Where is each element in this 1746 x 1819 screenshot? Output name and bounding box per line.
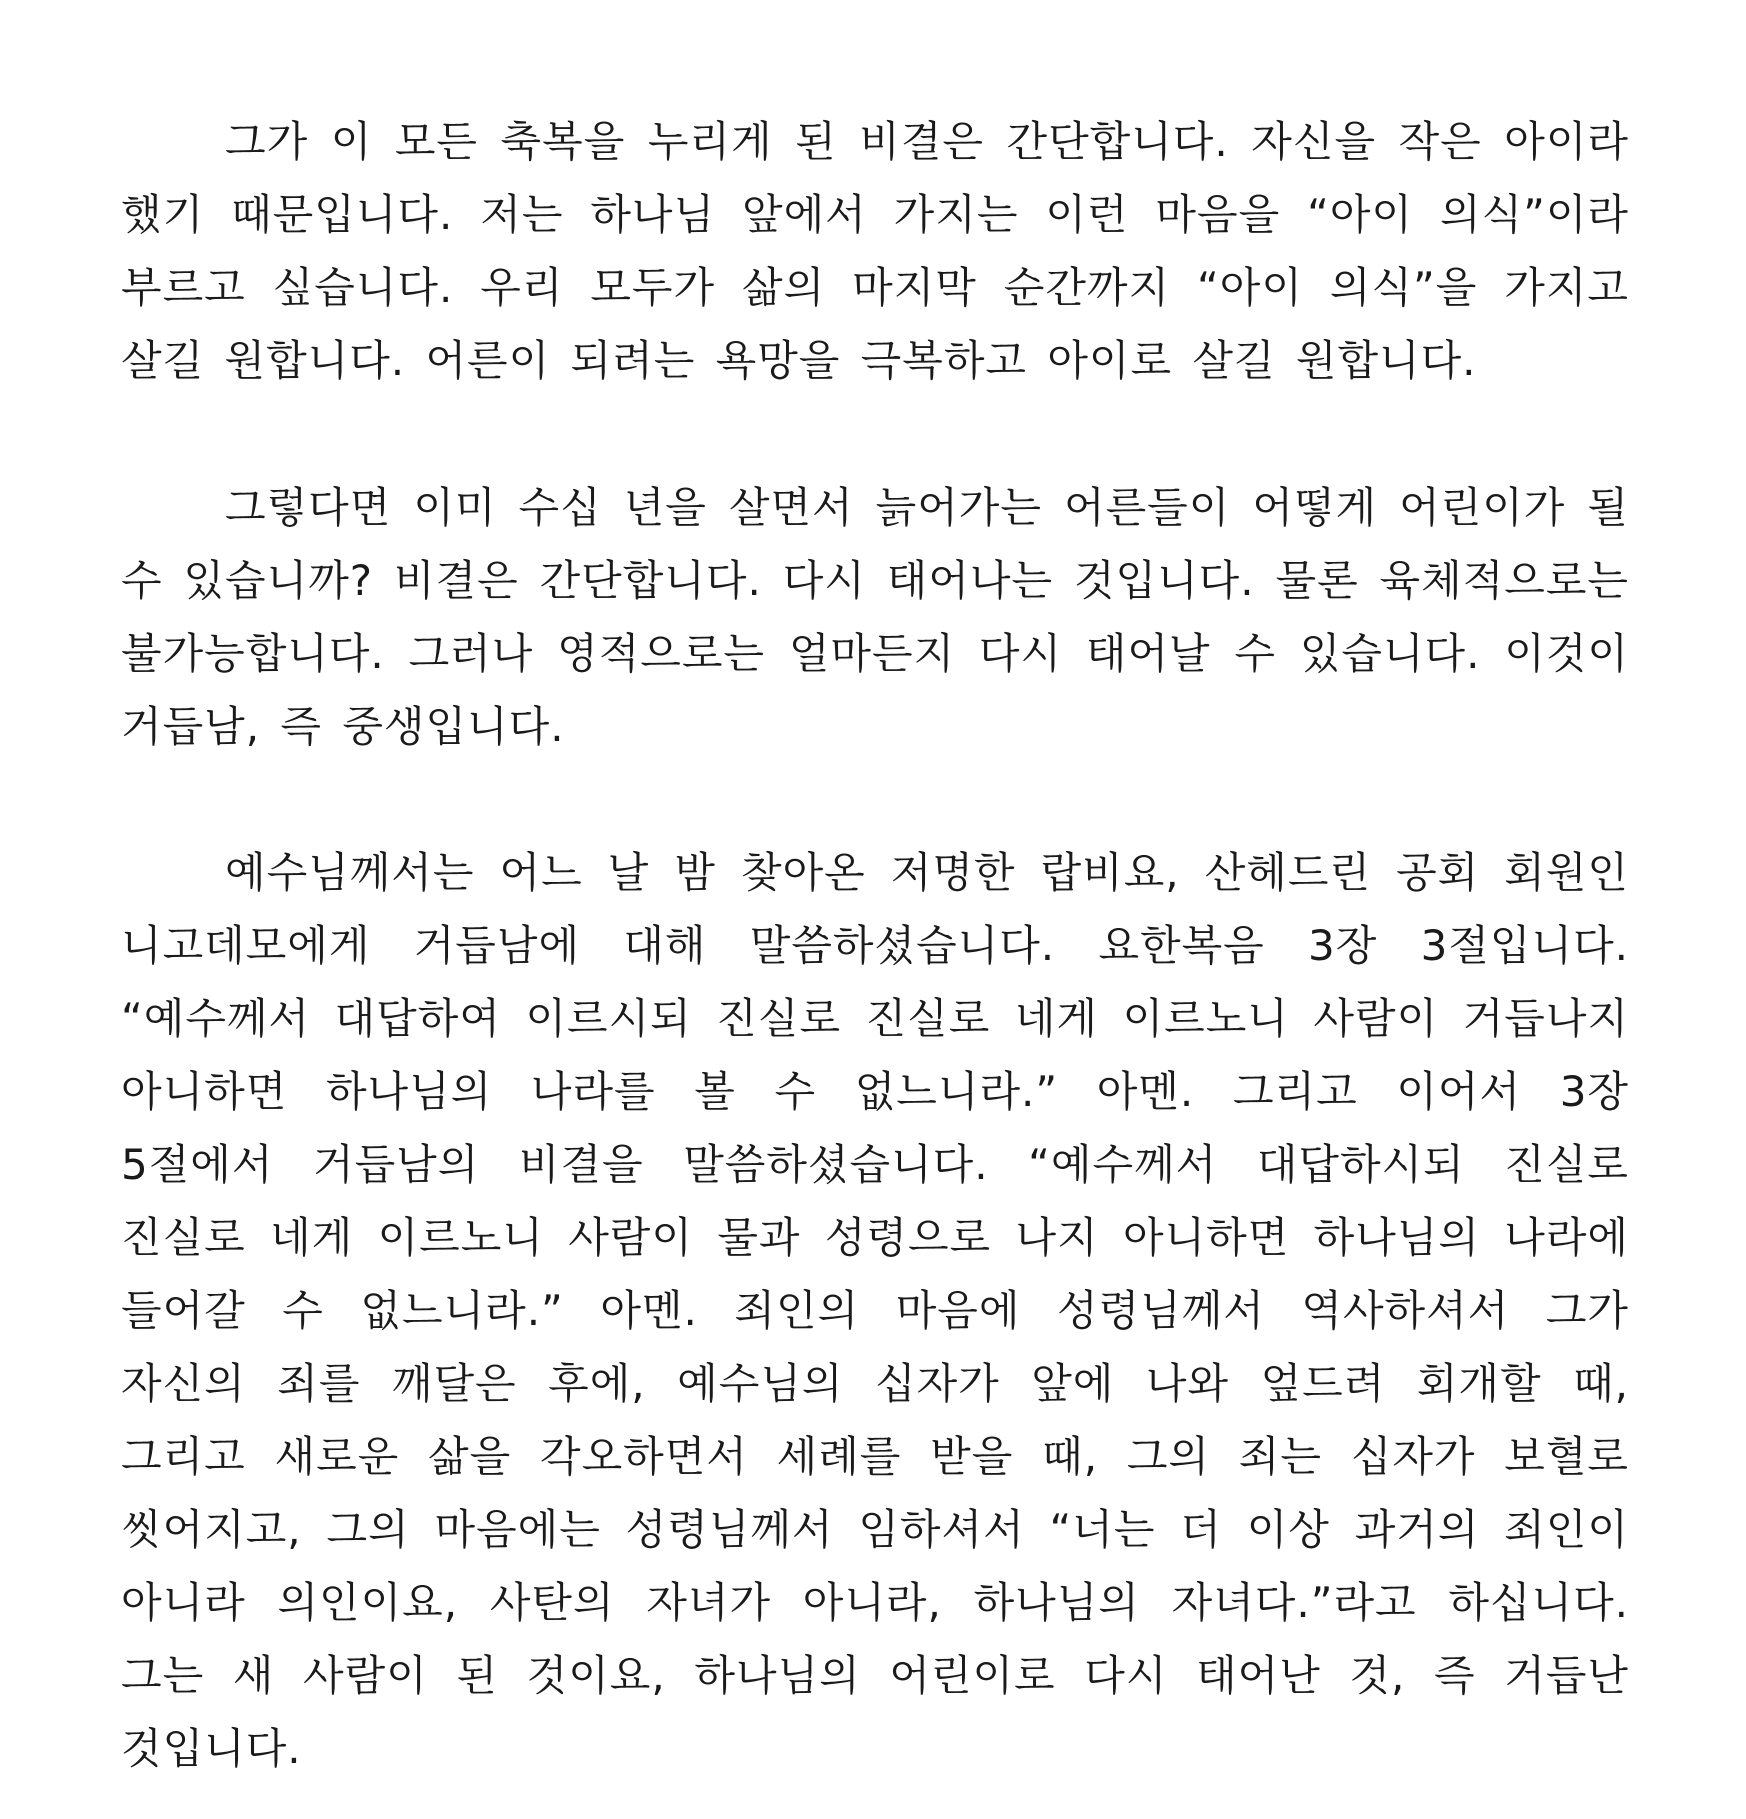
paragraph-rebirth-question: 그렇다면 이미 수십 년을 살면서 늙어가는 어른들이 어떻게 어린이가 될 수 있습니까? 비결은 간단합니다. 다시 태어나는 것입니다. 물론 육체적으로는 불가능합니다. 그러나 영적으로는 얼마든지 다시 태어날 수 있습니다. 이것이 거듭남, 즉 중생입니다. — [121, 483, 1629, 751]
paragraph-nicodemus: 예수님께서는 어느 날 밤 찾아온 저명한 랍비요, 산헤드린 공회 회원인 니고데모에게 거듭남에 대해 말씀하셨습니다. 요한복음 3장 3절입니다. “예수께서 대답하여 이르시되 진실로 진실로 네게 이르노니 사람이 거듭나지 아니하면 하나님의 나라를 볼 수 없느니라.” 아멘. 그리고 이어서 3장 5절에서 거듭남의 비결을 말씀하셨습니다. “예수께서 대답하시되 진실로 진실로 네게 이르노니 사람이 물과 성령으로 나지 아니하면 하나님의 나라에 들어갈 수 없느니라.” 아멘. 죄인의 마음에 성령님께서 역사하셔서 그가 자신의 죄를 깨달은 후에, 예수님의 십자가 앞에 나와 엎드려 회개할 때, 그리고 새로운 삶을 각오하면서 세례를 받을 때, 그의 죄는 십자가 보혈로 씻어지고, 그의 마음에는 성령님께서 임하셔서 “너는 더 이상 과거의 죄인이 아니라 의인이요, 사탄의 자녀가 아니라, 하나님의 자녀다.”라고 하십니다. 그는 새 사람이 된 것이요, 하나님의 어린이로 다시 태어난 것, 즉 거듭난 것입니다. — [121, 848, 1629, 1773]
paragraph-child-consciousness: 그가 이 모든 축복을 누리게 된 비결은 간단합니다. 자신을 작은 아이라 했기 때문입니다. 저는 하나님 앞에서 가지는 이런 마음을 “아이 의식”이라 부르고 싶습니다. 우리 모두가 삶의 마지막 순간까지 “아이 의식”을 가지고 살길 원합니다. 어른이 되려는 욕망을 극복하고 아이로 살길 원합니다. — [121, 117, 1629, 385]
